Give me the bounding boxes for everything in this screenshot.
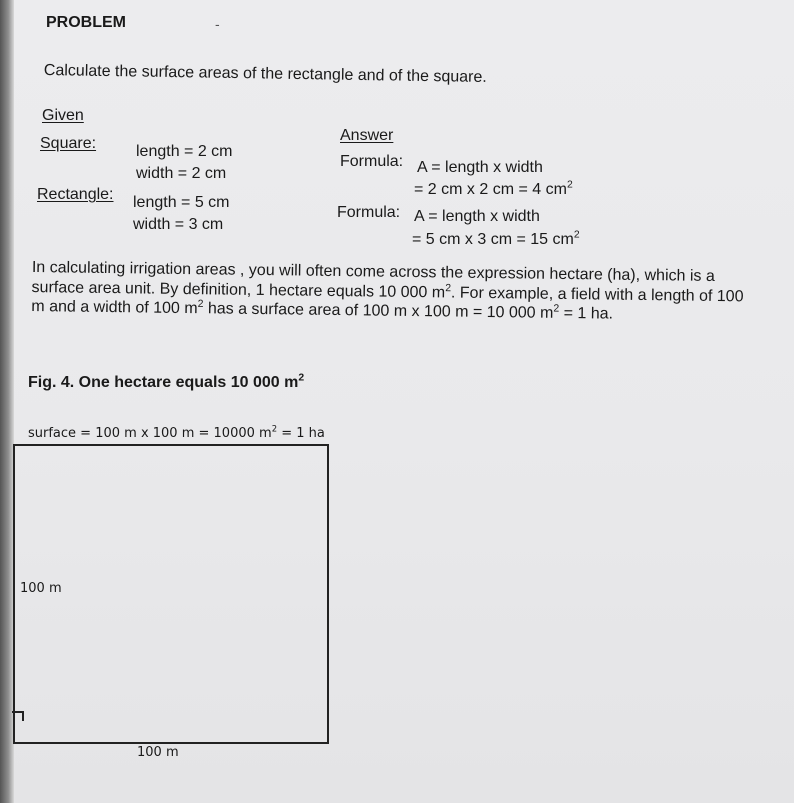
figure-formula <box>28 423 325 441</box>
side-length-label: 100 m <box>20 581 62 596</box>
bottom-length-label: 100 m <box>137 745 179 760</box>
calc-2 <box>412 231 580 249</box>
paragraph-part-4: = 1 ha. <box>559 304 614 323</box>
paragraph-exp-1: 2 <box>445 282 452 294</box>
stray-dash: - <box>215 16 220 32</box>
page-shadow-edge <box>0 0 14 803</box>
paragraph-part-2: . For example, a field with a length of 100 m and a width of 100 m <box>31 283 744 318</box>
rectangle-label: Rectangle: <box>37 186 114 203</box>
given-title: Given <box>42 107 84 124</box>
paragraph-exp-3: 2 <box>553 303 560 315</box>
right-angle-marker <box>12 711 24 721</box>
figure-formula-text: surface = 100 m x 100 m = 10000 m <box>28 426 272 441</box>
rectangle-length: length = 5 cm <box>133 194 230 211</box>
calc-1 <box>414 181 573 199</box>
paragraph-part-1: In calculating irrigation areas , you will often come across the expression hectare (ha), which is a surface area unit. By definition, 1 hectare equals 10 000 m <box>31 258 715 301</box>
formula-1: A = length x width <box>417 159 543 176</box>
formula-label-2: Formula: <box>337 204 401 221</box>
paragraph-part-3: has a surface area of 100 m x 100 m = 10 000 m <box>203 300 554 322</box>
figure-caption-text: Fig. 4. One hectare equals 10 000 m <box>28 374 299 391</box>
paragraph-exp-2: 2 <box>197 298 204 310</box>
hectare-paragraph <box>31 258 757 326</box>
calc-1-text: = 2 cm x 2 cm = 4 cm <box>414 181 567 198</box>
formula-2: A = length x width <box>414 208 540 225</box>
square-length: length = 2 cm <box>136 143 233 160</box>
formula-label-1: Formula: <box>340 153 404 170</box>
figure-formula-exp: 2 <box>271 423 278 434</box>
calc-1-exponent: 2 <box>566 179 573 191</box>
calc-2-exponent: 2 <box>573 229 580 241</box>
calc-2-text: = 5 cm x 3 cm = 15 cm <box>412 231 574 248</box>
problem-heading: PROBLEM <box>46 14 126 31</box>
square-label: Square: <box>40 135 97 152</box>
rectangle-width: width = 3 cm <box>133 216 224 233</box>
answer-title: Answer <box>340 127 394 144</box>
figure-caption <box>28 374 304 392</box>
figure-caption-exp: 2 <box>298 372 305 384</box>
problem-question: Calculate the surface areas of the rectangle and of the square. <box>43 62 487 86</box>
figure-formula-result: = 1 ha <box>277 426 325 441</box>
square-width: width = 2 cm <box>136 165 227 182</box>
